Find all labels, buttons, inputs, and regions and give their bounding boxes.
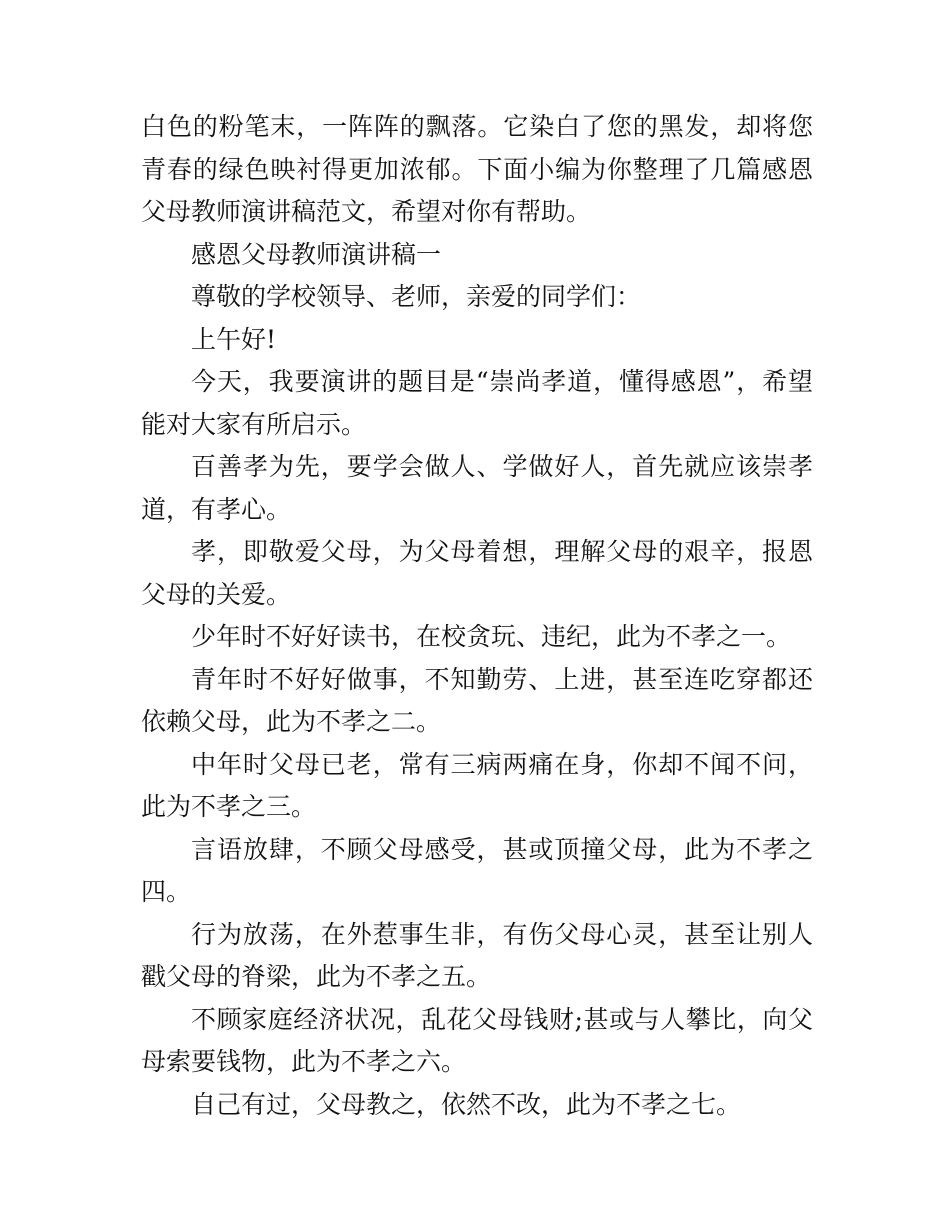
- body-paragraph: 言语放肆，不顾父母感受，甚或顶撞父母，此为不孝之四。: [141, 834, 813, 906]
- intro-paragraph: 白色的粉笔末，一阵阵的飘落。它染白了您的黑发，却将您青春的绿色映衬得更加浓郁。下面小编为你整理了几篇感恩父母教师演讲稿范文，希望对你有帮助。: [141, 112, 813, 226]
- body-paragraph: 行为放荡，在外惹事生非，有伤父母心灵，甚至让别人戳父母的脊梁，此为不孝之五。: [141, 919, 813, 991]
- document-body: [141, 106, 813, 1126]
- body-paragraph: 中年时父母已老，常有三病两痛在身，你却不闻不问，此为不孝之三。: [141, 749, 813, 821]
- speech-heading: 感恩父母教师演讲稿一: [191, 239, 442, 269]
- body-paragraph: 少年时不好好读书，在校贪玩、违纪，此为不孝之一。: [191, 622, 792, 651]
- body-paragraph: 青年时不好好做事，不知勤劳、上进，甚至连吃穿都还依赖父母，此为不孝之二。: [141, 664, 813, 736]
- salutation-paragraph: 尊敬的学校领导、老师，亲爱的同学们：: [191, 282, 642, 311]
- body-paragraph: 今天，我要演讲的题目是“崇尚孝道，懂得感恩”，希望能对大家有所启示。: [141, 367, 813, 439]
- body-paragraph: 百善孝为先，要学会做人、学做好人，首先就应该崇孝道，有孝心。: [141, 452, 813, 524]
- body-paragraph: 不顾家庭经济状况，乱花父母钱财;甚或与人攀比，向父母索要钱物，此为不孝之六。: [141, 1004, 813, 1076]
- body-paragraph: 自己有过，父母教之，依然不改，此为不孝之七。: [191, 1089, 742, 1119]
- body-paragraph: 孝，即敬爱父母，为父母着想，理解父母的艰辛，报恩父母的关爱。: [141, 537, 813, 609]
- greeting-paragraph: 上午好!: [191, 324, 277, 354]
